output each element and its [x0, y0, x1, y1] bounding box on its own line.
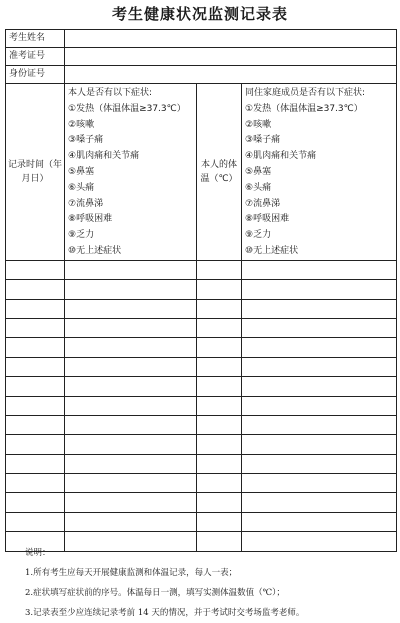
record-cell[interactable] [197, 454, 242, 473]
record-cell[interactable] [197, 493, 242, 512]
record-time-label: 记录时间（年月日） [7, 159, 62, 184]
record-cell[interactable] [242, 474, 397, 493]
record-row [6, 318, 397, 337]
record-cell[interactable] [65, 474, 197, 493]
record-cell[interactable] [65, 435, 197, 454]
record-cell[interactable] [197, 260, 242, 279]
record-row [6, 338, 397, 357]
record-row [6, 377, 397, 396]
record-row [6, 435, 397, 454]
symptom-item: ⑨乏力 [68, 230, 95, 241]
note-item: 1.所有考生应每天开展健康监测和体温记录，每人一表； [25, 568, 238, 578]
record-cell[interactable] [65, 299, 197, 318]
record-row [6, 396, 397, 415]
self-symptoms-title: 本人是否有以下症状: [68, 88, 153, 98]
record-cell[interactable] [6, 454, 65, 473]
record-cell[interactable] [197, 474, 242, 493]
self-temp-header [197, 84, 242, 261]
symptom-item: ⑦流鼻涕 [245, 198, 281, 209]
record-cell[interactable] [197, 299, 242, 318]
symptom-item: ⑨乏力 [245, 230, 272, 241]
record-row [6, 512, 397, 531]
record-cell[interactable] [6, 415, 65, 434]
record-cell[interactable] [242, 299, 397, 318]
record-row [6, 260, 397, 279]
record-cell[interactable] [242, 512, 397, 531]
info-input-cell[interactable] [65, 48, 397, 66]
info-label: 准考证号 [6, 48, 65, 66]
record-cell[interactable] [197, 318, 242, 337]
record-cell[interactable] [6, 357, 65, 376]
info-input-cell[interactable] [65, 66, 397, 84]
record-cell[interactable] [65, 338, 197, 357]
info-row [6, 48, 397, 66]
record-cell[interactable] [197, 377, 242, 396]
record-cell[interactable] [197, 512, 242, 531]
record-cell[interactable] [6, 435, 65, 454]
record-cell[interactable] [242, 396, 397, 415]
symptom-item: ④肌肉痛和关节痛 [68, 151, 140, 162]
record-time-header [6, 84, 65, 261]
record-cell[interactable] [242, 338, 397, 357]
record-cell[interactable] [65, 260, 197, 279]
family-symptoms-header [242, 84, 397, 261]
info-label: 身份证号 [6, 66, 65, 84]
info-row [6, 66, 397, 84]
symptom-item: ③嗓子痛 [68, 135, 104, 146]
symptom-item: ①发热（体温体温≥37.3℃） [245, 103, 363, 114]
info-label: 考生姓名 [6, 30, 65, 48]
notes-section [25, 543, 304, 623]
record-cell[interactable] [65, 512, 197, 531]
symptom-item: ①发热（体温体温≥37.3℃） [68, 103, 186, 114]
record-cell[interactable] [6, 299, 65, 318]
symptom-item: ⑤鼻塞 [245, 166, 272, 177]
record-cell[interactable] [242, 454, 397, 473]
record-row [6, 280, 397, 299]
symptom-item: ⑥头痛 [68, 182, 95, 193]
record-cell[interactable] [197, 396, 242, 415]
record-cell[interactable] [242, 318, 397, 337]
self-temp-label: 本人的体温（℃） [200, 159, 238, 184]
record-cell[interactable] [65, 454, 197, 473]
record-row [6, 474, 397, 493]
record-cell[interactable] [197, 357, 242, 376]
health-record-table [5, 29, 397, 552]
record-cell[interactable] [197, 435, 242, 454]
symptom-item: ⑥头痛 [245, 182, 272, 193]
record-cell[interactable] [6, 377, 65, 396]
record-cell[interactable] [65, 280, 197, 299]
record-cell[interactable] [6, 338, 65, 357]
record-cell[interactable] [197, 338, 242, 357]
record-cell[interactable] [242, 493, 397, 512]
record-cell[interactable] [65, 396, 197, 415]
info-row [6, 30, 397, 48]
record-cell[interactable] [6, 474, 65, 493]
record-cell[interactable] [242, 260, 397, 279]
info-input-cell[interactable] [65, 30, 397, 48]
symptom-item: ②咳嗽 [245, 119, 272, 130]
record-cell[interactable] [242, 280, 397, 299]
record-row [6, 357, 397, 376]
record-cell[interactable] [6, 280, 65, 299]
record-cell[interactable] [242, 357, 397, 376]
record-cell[interactable] [6, 318, 65, 337]
record-cell[interactable] [6, 260, 65, 279]
note-item: 2.症状填写症状前的序号。体温每日一测，填写实测体温数值（℃）； [25, 588, 285, 598]
table-header-row [6, 84, 397, 261]
record-cell[interactable] [6, 512, 65, 531]
record-row [6, 493, 397, 512]
record-row [6, 415, 397, 434]
symptom-item: ⑧呼吸困难 [245, 214, 290, 225]
record-cell[interactable] [197, 415, 242, 434]
family-symptoms-title: 同住家庭成员是否有以下症状: [245, 88, 366, 98]
symptom-item: ③嗓子痛 [245, 135, 281, 146]
record-cell[interactable] [65, 318, 197, 337]
symptom-item: ②咳嗽 [68, 119, 95, 130]
symptom-item: ⑧呼吸困难 [68, 214, 113, 225]
record-cell[interactable] [65, 493, 197, 512]
record-cell[interactable] [6, 493, 65, 512]
symptom-item: ⑩无上述症状 [68, 245, 122, 256]
record-cell[interactable] [242, 435, 397, 454]
symptom-item: ⑦流鼻涕 [68, 198, 104, 209]
self-symptoms-header [65, 84, 197, 261]
record-row [6, 454, 397, 473]
symptom-item: ⑤鼻塞 [68, 166, 95, 177]
record-cell[interactable] [242, 415, 397, 434]
symptom-item: ⑩无上述症状 [245, 245, 299, 256]
record-cell[interactable] [197, 280, 242, 299]
note-item: 3.记录表至少应连续记录考前 14 天的情况，并于考试时交考场监考老师。 [25, 608, 305, 618]
record-row [6, 299, 397, 318]
record-cell[interactable] [65, 377, 197, 396]
form-title: 考生健康状况监测记录表 [111, 5, 288, 23]
record-cell[interactable] [242, 377, 397, 396]
symptom-item: ④肌肉痛和关节痛 [245, 151, 317, 162]
record-cell[interactable] [6, 396, 65, 415]
notes-heading: 说明： [25, 548, 51, 558]
record-cell[interactable] [65, 415, 197, 434]
record-cell[interactable] [65, 357, 197, 376]
